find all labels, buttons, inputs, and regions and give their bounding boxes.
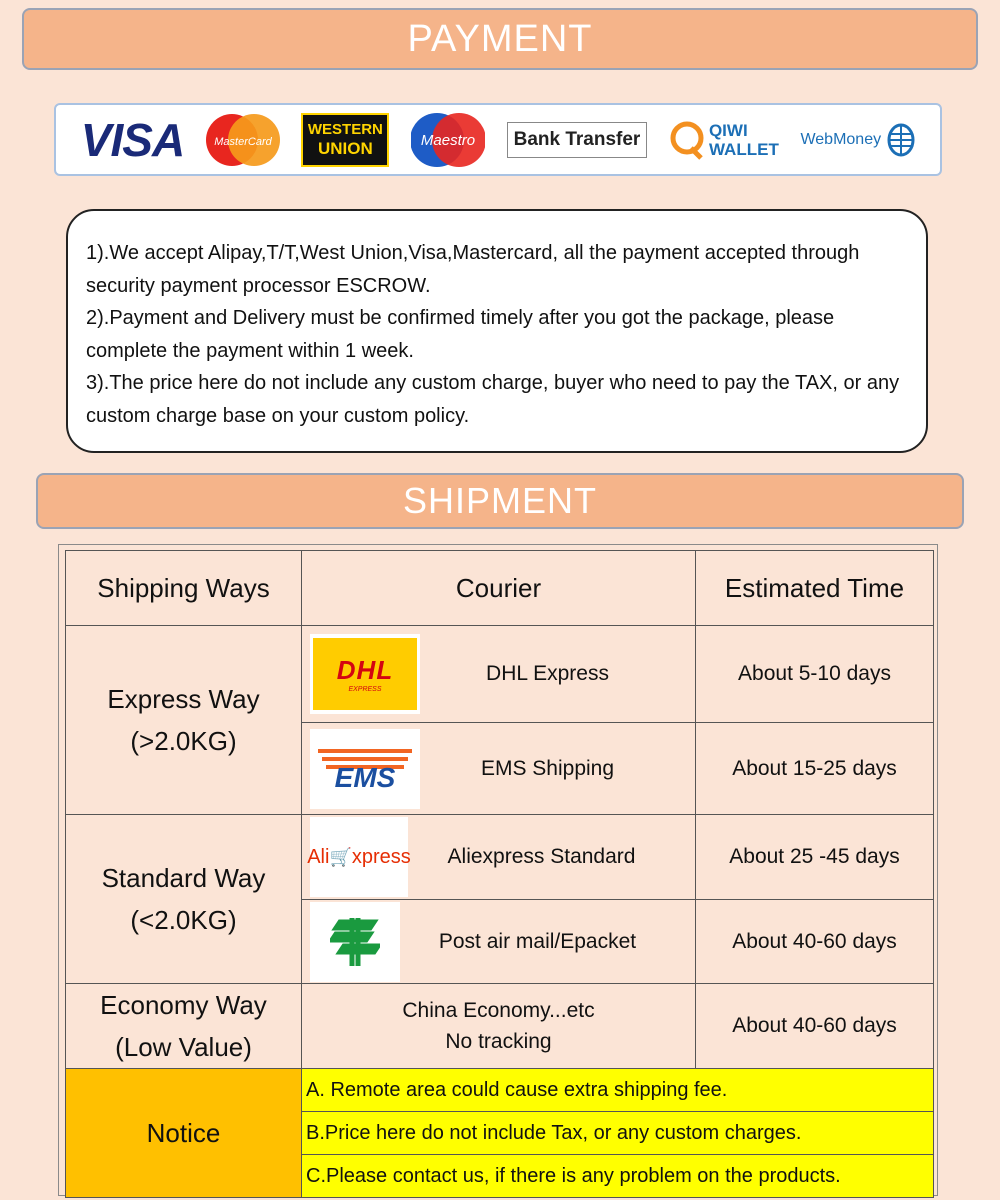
header-shipping-ways: Shipping Ways [66, 551, 302, 626]
table-row [66, 626, 934, 723]
maestro-logo [411, 111, 485, 169]
economy-courier-line2: No tracking [445, 1030, 552, 1053]
bank-transfer-logo: Bank Transfer [507, 122, 648, 158]
dhl-time: About 5-10 days [696, 626, 934, 723]
aliexpress-time: About 25 -45 days [696, 815, 934, 900]
mastercard-logo [206, 112, 280, 168]
header-courier: Courier [302, 551, 696, 626]
notice-label: Notice [66, 1069, 302, 1198]
table-row [66, 984, 934, 1069]
post-courier-name: Post air mail/Epacket [438, 929, 637, 953]
table-header-row [66, 551, 934, 626]
aliexpress-logo: Ali 🛒 xpress [310, 817, 408, 897]
notice-line-a: A. Remote area could cause extra shipping fee. [302, 1069, 934, 1112]
svg-text:EMS: EMS [334, 761, 396, 793]
payment-title: PAYMENT [407, 17, 593, 60]
china-post-logo [310, 902, 400, 982]
aliexpress-courier-name: Aliexpress Standard [447, 845, 636, 868]
cart-icon: 🛒 [329, 846, 352, 867]
svg-text:Maestro: Maestro [420, 131, 476, 149]
shipment-banner [36, 473, 964, 529]
qiwi-icon [669, 120, 705, 160]
dhl-logo: DHL EXPRESS [310, 634, 420, 714]
svg-text:MasterCard: MasterCard [214, 135, 272, 148]
ems-time: About 15-25 days [696, 723, 934, 815]
economy-courier-cell [302, 984, 696, 1069]
economy-courier-line1: China Economy...etc [402, 999, 595, 1022]
payment-banner [22, 8, 978, 70]
payment-term-1: 1).We accept Alipay,T/T,West Union,Visa,Mastercard, all the payment accepted through security payment processor ESCROW. [86, 242, 860, 297]
express-way-weight: (>2.0KG) [130, 726, 237, 756]
payment-terms-box [66, 209, 928, 453]
visa-logo: VISA [80, 113, 185, 166]
payment-term-3: 3).The price here do not include any custom charge, buyer who need to pay the TAX, or any custom charge base on your custom policy. [86, 372, 900, 427]
economy-way-cell [66, 984, 302, 1069]
header-estimated-time: Estimated Time [696, 551, 934, 626]
western-union-logo: WESTERN UNION [301, 113, 389, 167]
standard-way-weight: (<2.0KG) [130, 905, 237, 935]
express-way-cell [66, 626, 302, 815]
notice-line-c: C.Please contact us, if there is any problem on the products. [302, 1155, 934, 1198]
notice-line-b: B.Price here do not include Tax, or any custom charges. [302, 1112, 934, 1155]
table-row [66, 815, 934, 900]
qiwi-wallet-logo: QIWI WALLET [669, 120, 779, 160]
standard-way-label: Standard Way [101, 863, 266, 893]
ems-logo [310, 729, 420, 809]
ems-courier-name: EMS Shipping [480, 756, 615, 780]
dhl-courier-cell [302, 626, 696, 723]
shipment-table [65, 550, 934, 1198]
payment-term-2: 2).Payment and Delivery must be confirmed timely after you got the package, please complete the payment within 1 week. [86, 307, 835, 362]
globe-icon [887, 123, 915, 157]
economy-way-label: Economy Way [100, 990, 267, 1020]
express-way-label: Express Way [107, 684, 260, 714]
aliexpress-courier-cell [302, 815, 696, 900]
dhl-courier-name: DHL Express [486, 662, 609, 685]
ems-courier-cell [302, 723, 696, 815]
post-time: About 40-60 days [696, 900, 934, 984]
payment-logo-strip [54, 103, 942, 176]
economy-way-weight: (Low Value) [115, 1032, 252, 1062]
economy-time: About 40-60 days [696, 984, 934, 1069]
notice-row [66, 1069, 934, 1112]
shipment-title: SHIPMENT [402, 480, 597, 521]
webmoney-logo: WebMoney [800, 123, 915, 157]
standard-way-cell [66, 815, 302, 984]
post-courier-cell [302, 900, 696, 984]
